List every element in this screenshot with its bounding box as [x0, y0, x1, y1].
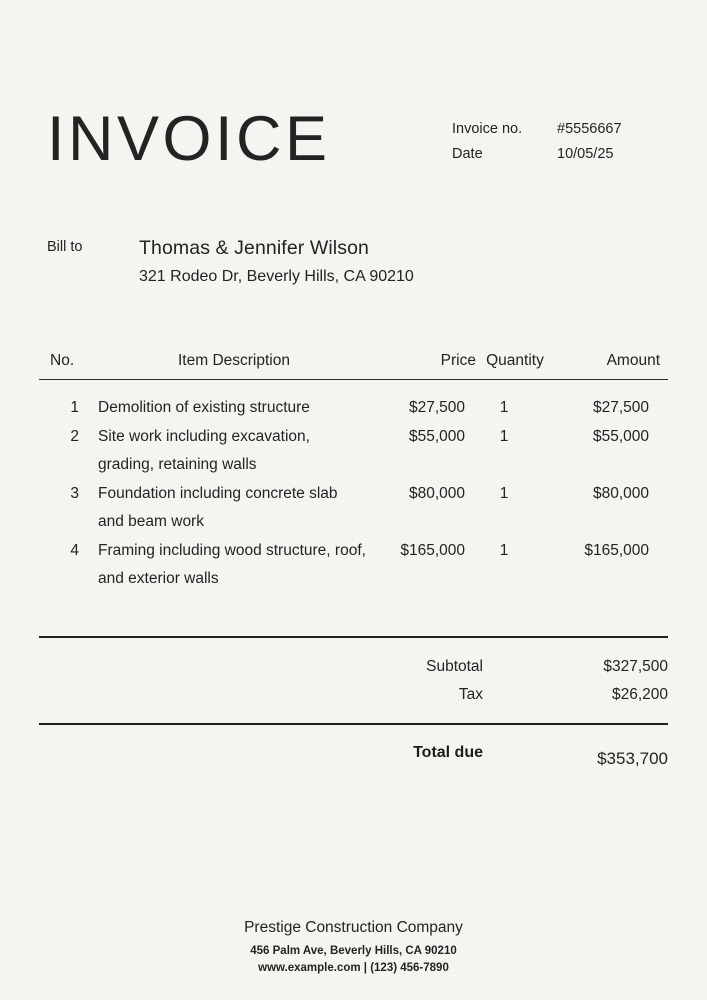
page-title: INVOICE [47, 104, 331, 174]
tax-label: Tax [458, 686, 483, 703]
row-number: 2 [70, 427, 79, 445]
row-description: Foundation including concrete slab and beam work [98, 484, 338, 530]
row-price: $27,500 [408, 399, 465, 416]
table-header-row [39, 352, 668, 379]
total-due-value: $353,700 [597, 749, 668, 768]
table-row [39, 480, 668, 537]
row-number: 3 [70, 484, 79, 502]
tax-row [39, 681, 668, 709]
row-amount: $165,000 [584, 541, 649, 559]
row-number: 4 [70, 541, 79, 559]
footer [0, 917, 707, 977]
row-price: $55,000 [408, 427, 465, 445]
row-price: $80,000 [408, 484, 465, 502]
table-row [39, 537, 668, 594]
subtotal-row [39, 653, 668, 681]
row-amount: $55,000 [592, 427, 649, 445]
row-description: Demolition of existing structure [98, 399, 310, 416]
row-amount: $80,000 [592, 484, 649, 502]
column-header-quantity: Quantity [486, 352, 544, 369]
table-row [39, 394, 668, 423]
column-header-no: No. [50, 352, 75, 369]
invoice-number-value: #5556667 [557, 121, 622, 137]
total-due-label: Total due [413, 744, 483, 761]
bill-to-address: 321 Rodeo Dr, Beverly Hills, CA 90210 [139, 268, 414, 285]
row-amount: $27,500 [592, 399, 649, 416]
bill-to-label: Bill to [47, 239, 83, 255]
total-due-row [39, 742, 668, 768]
invoice-meta [452, 117, 667, 167]
column-header-description: Item Description [178, 352, 290, 369]
totals-section [39, 636, 668, 768]
footer-company-name: Prestige Construction Company [244, 919, 463, 936]
row-price: $165,000 [400, 541, 465, 559]
footer-address: 456 Palm Ave, Beverly Hills, CA 90210 [250, 945, 457, 957]
row-quantity: 1 [499, 484, 509, 502]
totals-rows [39, 638, 668, 723]
bill-to-name: Thomas & Jennifer Wilson [139, 237, 369, 259]
invoice-date-value: 10/05/25 [557, 146, 614, 162]
row-description: Framing including wood structure, roof, and exterior walls [98, 541, 366, 587]
column-header-amount: Amount [606, 352, 660, 369]
row-description: Site work including excavation, grading, retaining walls [98, 427, 310, 473]
row-quantity: 1 [499, 399, 509, 416]
subtotal-label: Subtotal [426, 658, 483, 675]
column-header-price: Price [440, 352, 476, 369]
bill-to-block [47, 235, 667, 290]
invoice-date-label: Date [452, 146, 483, 162]
row-number: 1 [70, 399, 79, 416]
subtotal-value: $327,500 [603, 658, 668, 675]
row-quantity: 1 [499, 427, 509, 445]
tax-value: $26,200 [611, 686, 668, 703]
table-body [39, 380, 668, 594]
invoice-number-label: Invoice no. [452, 121, 523, 137]
invoice-number-row [452, 117, 667, 142]
row-quantity: 1 [499, 541, 509, 559]
footer-contact: www.example.com | (123) 456-7890 [258, 962, 449, 974]
invoice-date-row [452, 142, 667, 167]
bill-to-body [139, 235, 667, 290]
total-due-wrapper [39, 725, 668, 768]
table-row [39, 423, 668, 480]
line-items-table [39, 352, 668, 594]
